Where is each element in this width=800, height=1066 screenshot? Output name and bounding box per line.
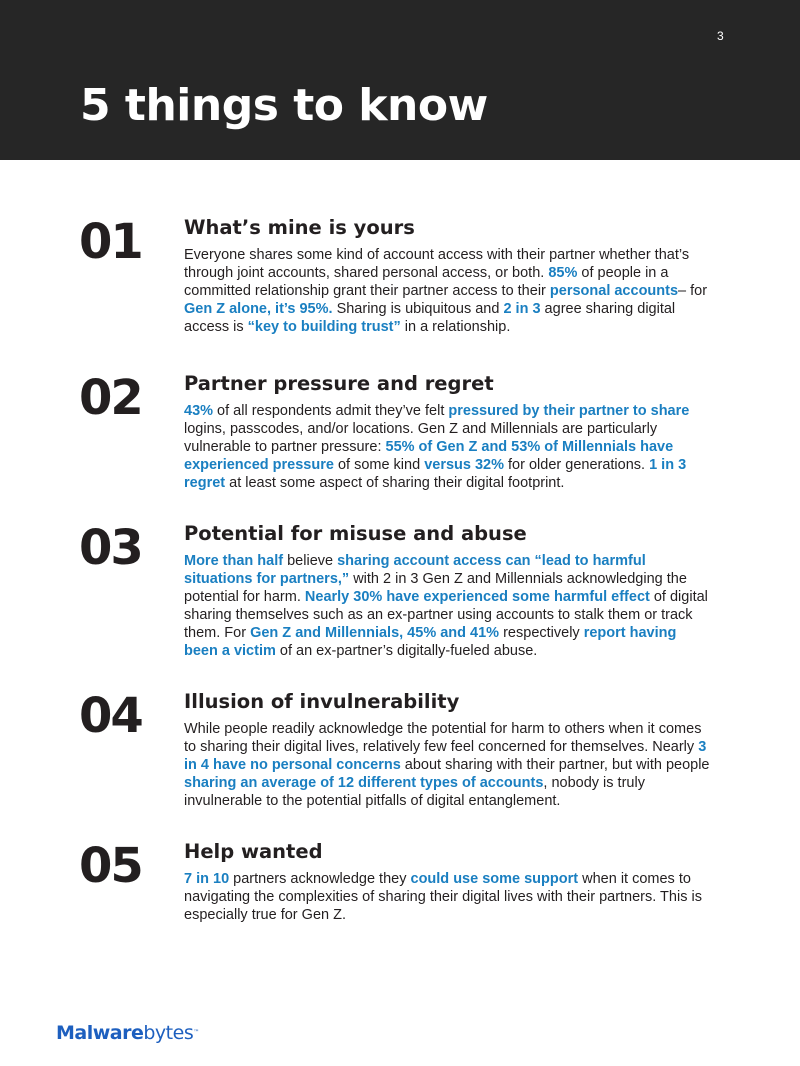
malwarebytes-logo (56, 1022, 199, 1044)
item-body (184, 552, 714, 660)
item-body (184, 720, 714, 810)
body-text: about sharing with their partner, but with people (400, 757, 710, 773)
page-title: 5 things to know (80, 80, 488, 131)
item-heading: What’s mine is yours (184, 216, 415, 239)
highlight-text: personal accounts (549, 283, 679, 299)
item-number: 02 (79, 370, 142, 426)
highlight-text: versus 32% (424, 457, 504, 473)
item-number: 04 (79, 688, 142, 744)
item-number: 01 (79, 214, 142, 270)
item-heading: Illusion of invulnerability (184, 690, 460, 713)
body-text: at least some aspect of sharing their digital footprint. (225, 475, 565, 491)
item-number: 03 (79, 520, 142, 576)
highlight-text: More than half (184, 553, 284, 569)
body-text: of some kind (333, 457, 425, 473)
highlight-text: 55% of Gen Z and 53% of Millennials have experienced pressure (184, 439, 674, 473)
body-text: While people readily acknowledge the potential for harm to others when it comes to sharing their digital lives, relatively few feel concerned for themselves. Nearly (184, 721, 702, 755)
highlight-text: Gen Z alone, it’s 95%. (184, 301, 333, 317)
page-number: 3 (717, 29, 724, 43)
item-heading: Potential for misuse and abuse (184, 522, 527, 545)
body-text: for older generations. (504, 457, 650, 473)
body-text: respectively (499, 625, 584, 641)
logo-text-part2: bytes (143, 1022, 194, 1044)
highlight-text: sharing account access can “lead to harmful situations for partners,” (184, 553, 646, 587)
body-text: logins, passcodes, and/or locations. Gen Z and Millennials are particularly vulnerable to partner pressure: (184, 421, 658, 455)
highlight-text: 7 in 10 (184, 871, 230, 887)
logo-text-part1: Malware (56, 1022, 144, 1044)
highlight-text: 3 in 4 have no personal concerns (184, 739, 707, 773)
item-body (184, 870, 714, 924)
highlight-text: 1 in 3 regret (184, 457, 687, 491)
body-text: of all respondents admit they’ve felt (213, 403, 449, 419)
body-text: believe (283, 553, 338, 569)
highlight-text: report having been a victim (184, 625, 677, 659)
body-text: , nobody is truly invulnerable to the potential pitfalls of digital entanglement. (184, 775, 645, 809)
highlight-text: 2 in 3 (503, 301, 541, 317)
logo-trademark: ™ (193, 1029, 199, 1036)
body-text: – for (678, 283, 708, 299)
body-text: when it comes to navigating the complexities of sharing their digital lives with their partners. This is especially true for Gen Z. (184, 871, 702, 923)
body-text: agree sharing digital access is (184, 301, 676, 335)
item-heading: Help wanted (184, 840, 323, 863)
item-heading: Partner pressure and regret (184, 372, 494, 395)
body-text: Sharing is ubiquitous and (332, 301, 504, 317)
highlight-text: 43% (184, 403, 214, 419)
header-band (0, 0, 800, 160)
body-text: of an ex-partner’s digitally-fueled abuse. (275, 643, 538, 659)
body-text: in a relationship. (400, 319, 511, 335)
highlight-text: Nearly 30% have experienced some harmful effect (304, 589, 650, 605)
highlight-text: “key to building trust” (247, 319, 401, 335)
body-text: partners acknowledge they (229, 871, 411, 887)
highlight-text: could use some support (410, 871, 579, 887)
body-text: of digital sharing themselves such as an ex-partner using accounts to stalk them or track them. For (184, 589, 708, 641)
highlight-text: 85% (548, 265, 578, 281)
highlight-text: Gen Z and Millennials, 45% and 41% (250, 625, 500, 641)
item-number: 05 (79, 838, 142, 894)
body-text: with 2 in 3 Gen Z and Millennials acknowledging the potential for harm. (184, 571, 687, 605)
highlight-text: pressured by their partner to share (448, 403, 690, 419)
highlight-text: sharing an average of 12 different types of accounts (184, 775, 544, 791)
item-body (184, 402, 714, 492)
body-text: Everyone shares some kind of account access with their partner whether that’s through joint accounts, shared personal access, or both. (184, 247, 690, 281)
body-text: of people in a committed relationship grant their partner access to their (184, 265, 669, 299)
item-body (184, 246, 714, 336)
